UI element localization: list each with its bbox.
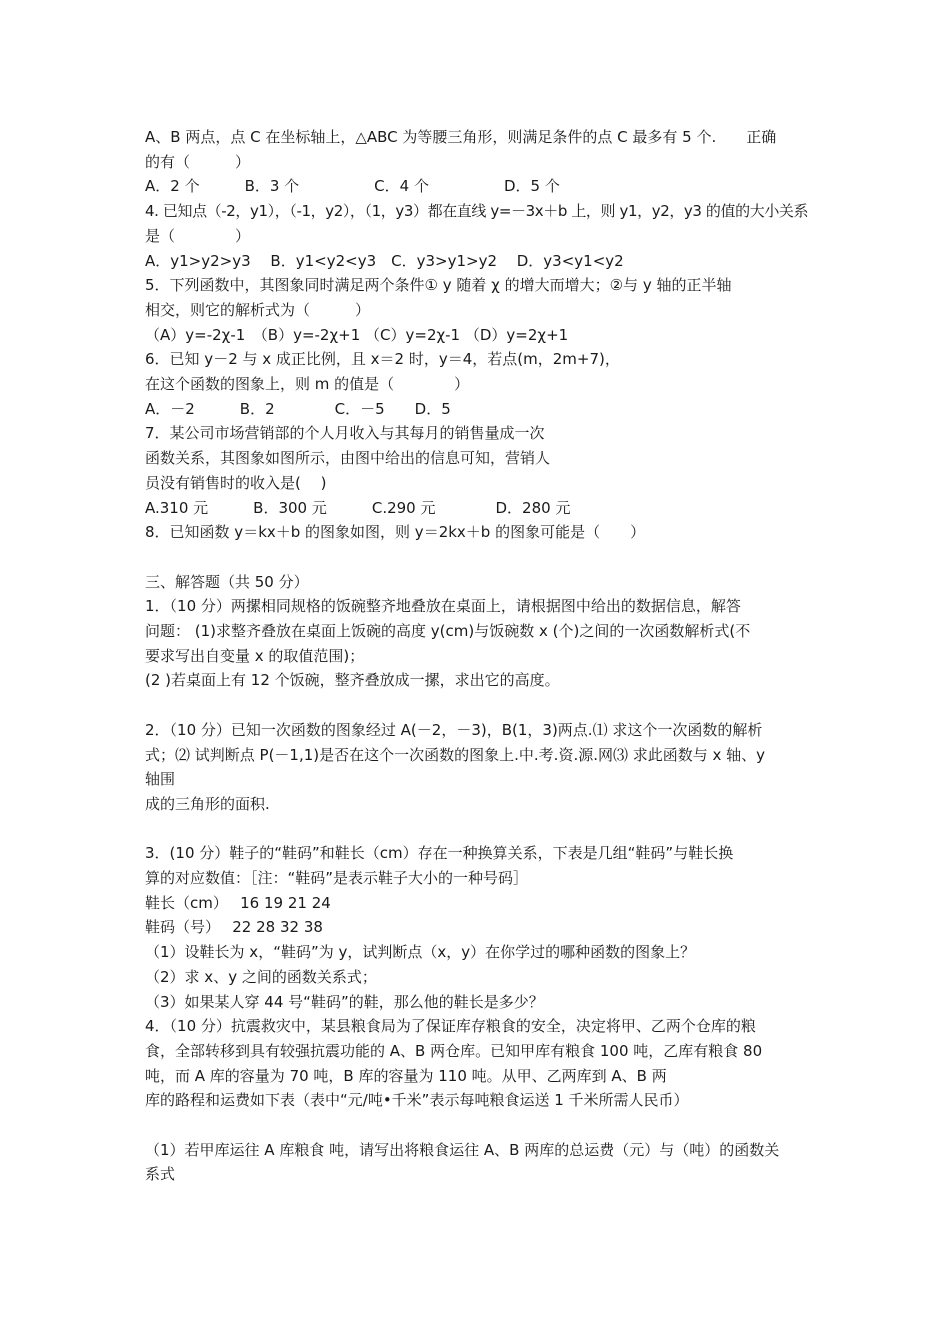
text-line: 成的三角形的面积. [145,794,270,813]
problem-1: 1．（10 分）两摞相同规格的饭碗整齐地叠放在桌面上，请根据图中给出的数据信息，解答 [145,597,741,616]
answer-options: A.310 元 B．300 元 C.290 元 D．280 元 [145,498,571,517]
text-line: 轴围 [145,770,176,789]
answer-options: A．－2 B．2 C．－5 D．5 [145,399,451,418]
answer-options: A．y1>y2>y3 B．y1<y2<y3 C．y3>y1>y2 D．y3<y1<y2 [145,251,624,270]
text-line: A、B 两点，点 C 在坐标轴上，△ABC 为等腰三角形，则满足条件的点 C 最多有 5 个. 正确 [145,128,777,146]
shoe-size-row: 鞋码（号） 22 28 32 38 [145,918,323,937]
text-line: 的有（ ） [145,152,251,171]
blank-line [145,545,810,570]
text-line: 相交，则它的解析式为（ ） [145,300,371,319]
shoe-length-row: 鞋长（cm） 16 19 21 24 [145,893,331,912]
text-line: 食，全部转移到具有较强抗震功能的 A、B 两仓库。已知甲库有粮食 100 吨，乙库有粮食 80 [145,1041,763,1060]
problem-3: 3．(10 分）鞋子的“鞋码”和鞋长（cm）存在一种换算关系，下表是几组“鞋码”与鞋长换 [145,844,734,863]
text-line: 吨，而 A 库的容量为 70 吨，B 库的容量为 110 吨。从甲、乙两库到 A、B 两 [145,1066,667,1085]
text-line: 系式 [145,1165,176,1184]
text-line: 要求写出自变量 x 的取值范围)； [145,646,365,665]
question-5: 5．下列函数中，其图象同时满足两个条件① y 随着 χ 的增大而增大；②与 y 轴的正半轴 [145,276,732,295]
text-line: （3）如果某人穿 44 号“鞋码”的鞋，那么他的鞋长是多少？ [145,992,544,1011]
question-7: 7．某公司市场营销部的个人月收入与其每月的销售量成一次 [145,424,545,443]
document-body [145,125,810,1187]
question-6: 6．已知 y－2 与 x 成正比例，且 x＝2 时，y＝4，若点(m，2m+7)， [145,350,620,369]
text-line: （2）求 x、y 之间的函数关系式； [145,967,377,986]
text-line: 算的对应数值：［注：“鞋码”是表示鞋子大小的一种号码］ [145,869,529,888]
problem-4: 4．（10 分）抗震救灾中，某县粮食局为了保证库存粮食的安全，决定将甲、乙两个仓库的粮 [145,1017,756,1036]
question-4: 4. 已知点（-2，y1），（-1，y2），（1，y3）都在直线 y=－3x＋b 上，则 y1，y2，y3 的值的大小关系 [145,202,809,221]
section-heading: 三、解答题（共 50 分） [145,572,309,591]
text-line: 函数关系，其图象如图所示，由图中给出的信息可知，营销人 [145,449,551,468]
text-line: 库的路程和运费如下表（表中“元/吨•千米”表示每吨粮食运送 1 千米所需人民币） [145,1091,689,1110]
blank-line [145,693,810,718]
text-line: 员没有销售时的收入是( ) [145,473,327,492]
blank-line [145,817,810,842]
question-8: 8．已知函数 y＝kx＋b 的图象如图，则 y＝2kx＋b 的图象可能是（ ） [145,523,646,542]
answer-options: A．2 个 B．3 个 C．4 个 D．5 个 [145,177,560,196]
text-line: 在这个函数的图象上，则 m 的值是（ ） [145,375,470,394]
answer-options: （A）y=-2χ-1 （B）y=-2χ+1 （C）y=2χ-1 （D）y=2χ+1 [145,325,569,344]
blank-line [145,1113,810,1138]
problem-2: 2．（10 分）已知一次函数的图象经过 A(－2，－3)，B(1，3)两点.⑴ 求这个一次函数的解析 [145,720,763,739]
text-line: （1）若甲库运往 A 库粮食 吨，请写出将粮食运往 A、B 两库的总运费（元）与（吨）的函数关 [145,1140,780,1159]
text-line: （1）设鞋长为 x，“鞋码”为 y，试判断点（x，y）在你学过的哪种函数的图象上？ [145,943,696,962]
text-line: 式；⑵ 试判断点 P(－1,1)是否在这个一次函数的图象上.中.考.资.源.网⑶ 求此函数与 x 轴、y [145,745,766,764]
text-line: 是（ ） [145,226,251,245]
text-line: (2 )若桌面上有 12 个饭碗，整齐叠放成一摞，求出它的高度。 [145,671,560,690]
text-line: 问题： (1)求整齐叠放在桌面上饭碗的高度 y(cm)与饭碗数 x (个)之间的一次函数解析式(不 [145,622,751,641]
